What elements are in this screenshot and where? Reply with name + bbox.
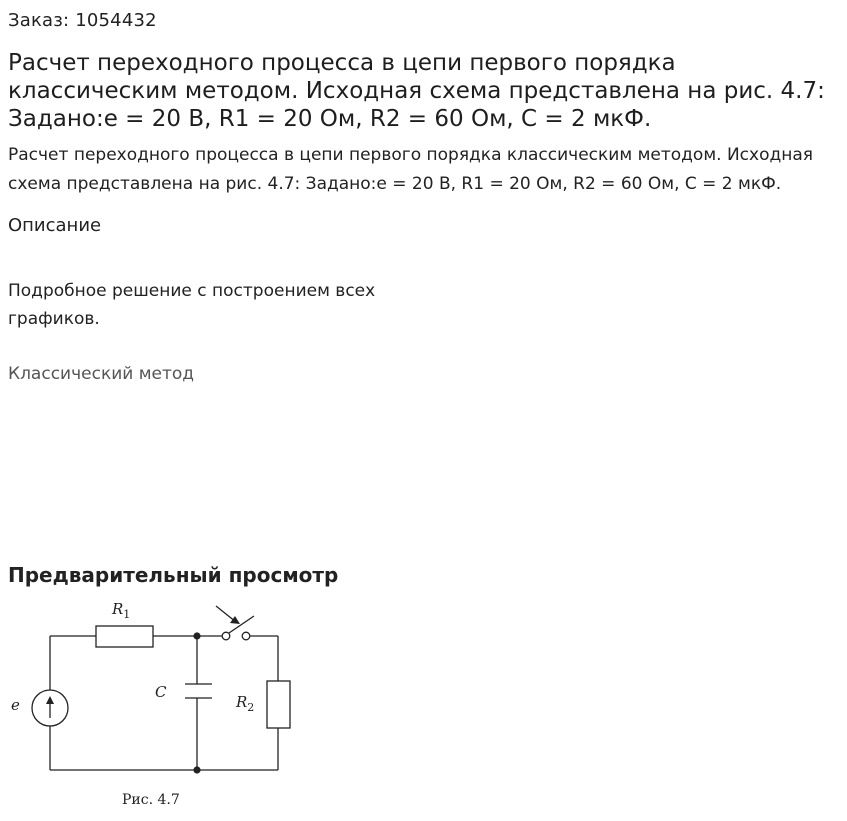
switch-arrow-head bbox=[230, 616, 240, 624]
junction-node-top bbox=[193, 632, 200, 639]
circuit-diagram bbox=[0, 596, 320, 816]
switch-contact-right bbox=[242, 632, 250, 640]
junction-node-bottom bbox=[193, 766, 200, 773]
order-number: Заказ: 1054432 bbox=[8, 10, 157, 31]
preview-heading: Предварительный просмотр bbox=[8, 563, 339, 587]
resistor-r2 bbox=[267, 681, 290, 728]
lead-text: Расчет переходного процесса в цепи первого порядка классическим методом. Исходная схема представлена на рис. 4.7: Задано:e = 20 В, R1 = 20 Ом, R2 = 60 Ом, С = 2 мкФ. bbox=[8, 145, 813, 194]
switch-blade bbox=[229, 616, 254, 633]
switch-contact-left bbox=[222, 632, 230, 640]
label-r1: $R_1$ bbox=[112, 600, 131, 621]
document-page bbox=[8, 8, 838, 387]
source-arrow-head bbox=[46, 696, 54, 704]
resistor-r1 bbox=[96, 626, 153, 647]
label-e: e bbox=[11, 696, 20, 714]
description-heading: Описание bbox=[8, 215, 102, 236]
page-title: Расчет переходного процесса в цепи первого порядка классическим методом. Исходная схема представлена на рис. 4.7: Задано:e = 20 В, R1 = 20 Ом, R2 = 60 Ом, С = 2 мкФ. bbox=[8, 50, 825, 132]
label-r2: $R_2$ bbox=[236, 693, 255, 714]
label-c: C bbox=[155, 683, 167, 701]
description-text: Подробное решение с построением всех графиков. bbox=[8, 281, 376, 329]
method-label: Классический метод bbox=[8, 364, 195, 384]
figure-caption: Рис. 4.7 bbox=[122, 792, 180, 808]
